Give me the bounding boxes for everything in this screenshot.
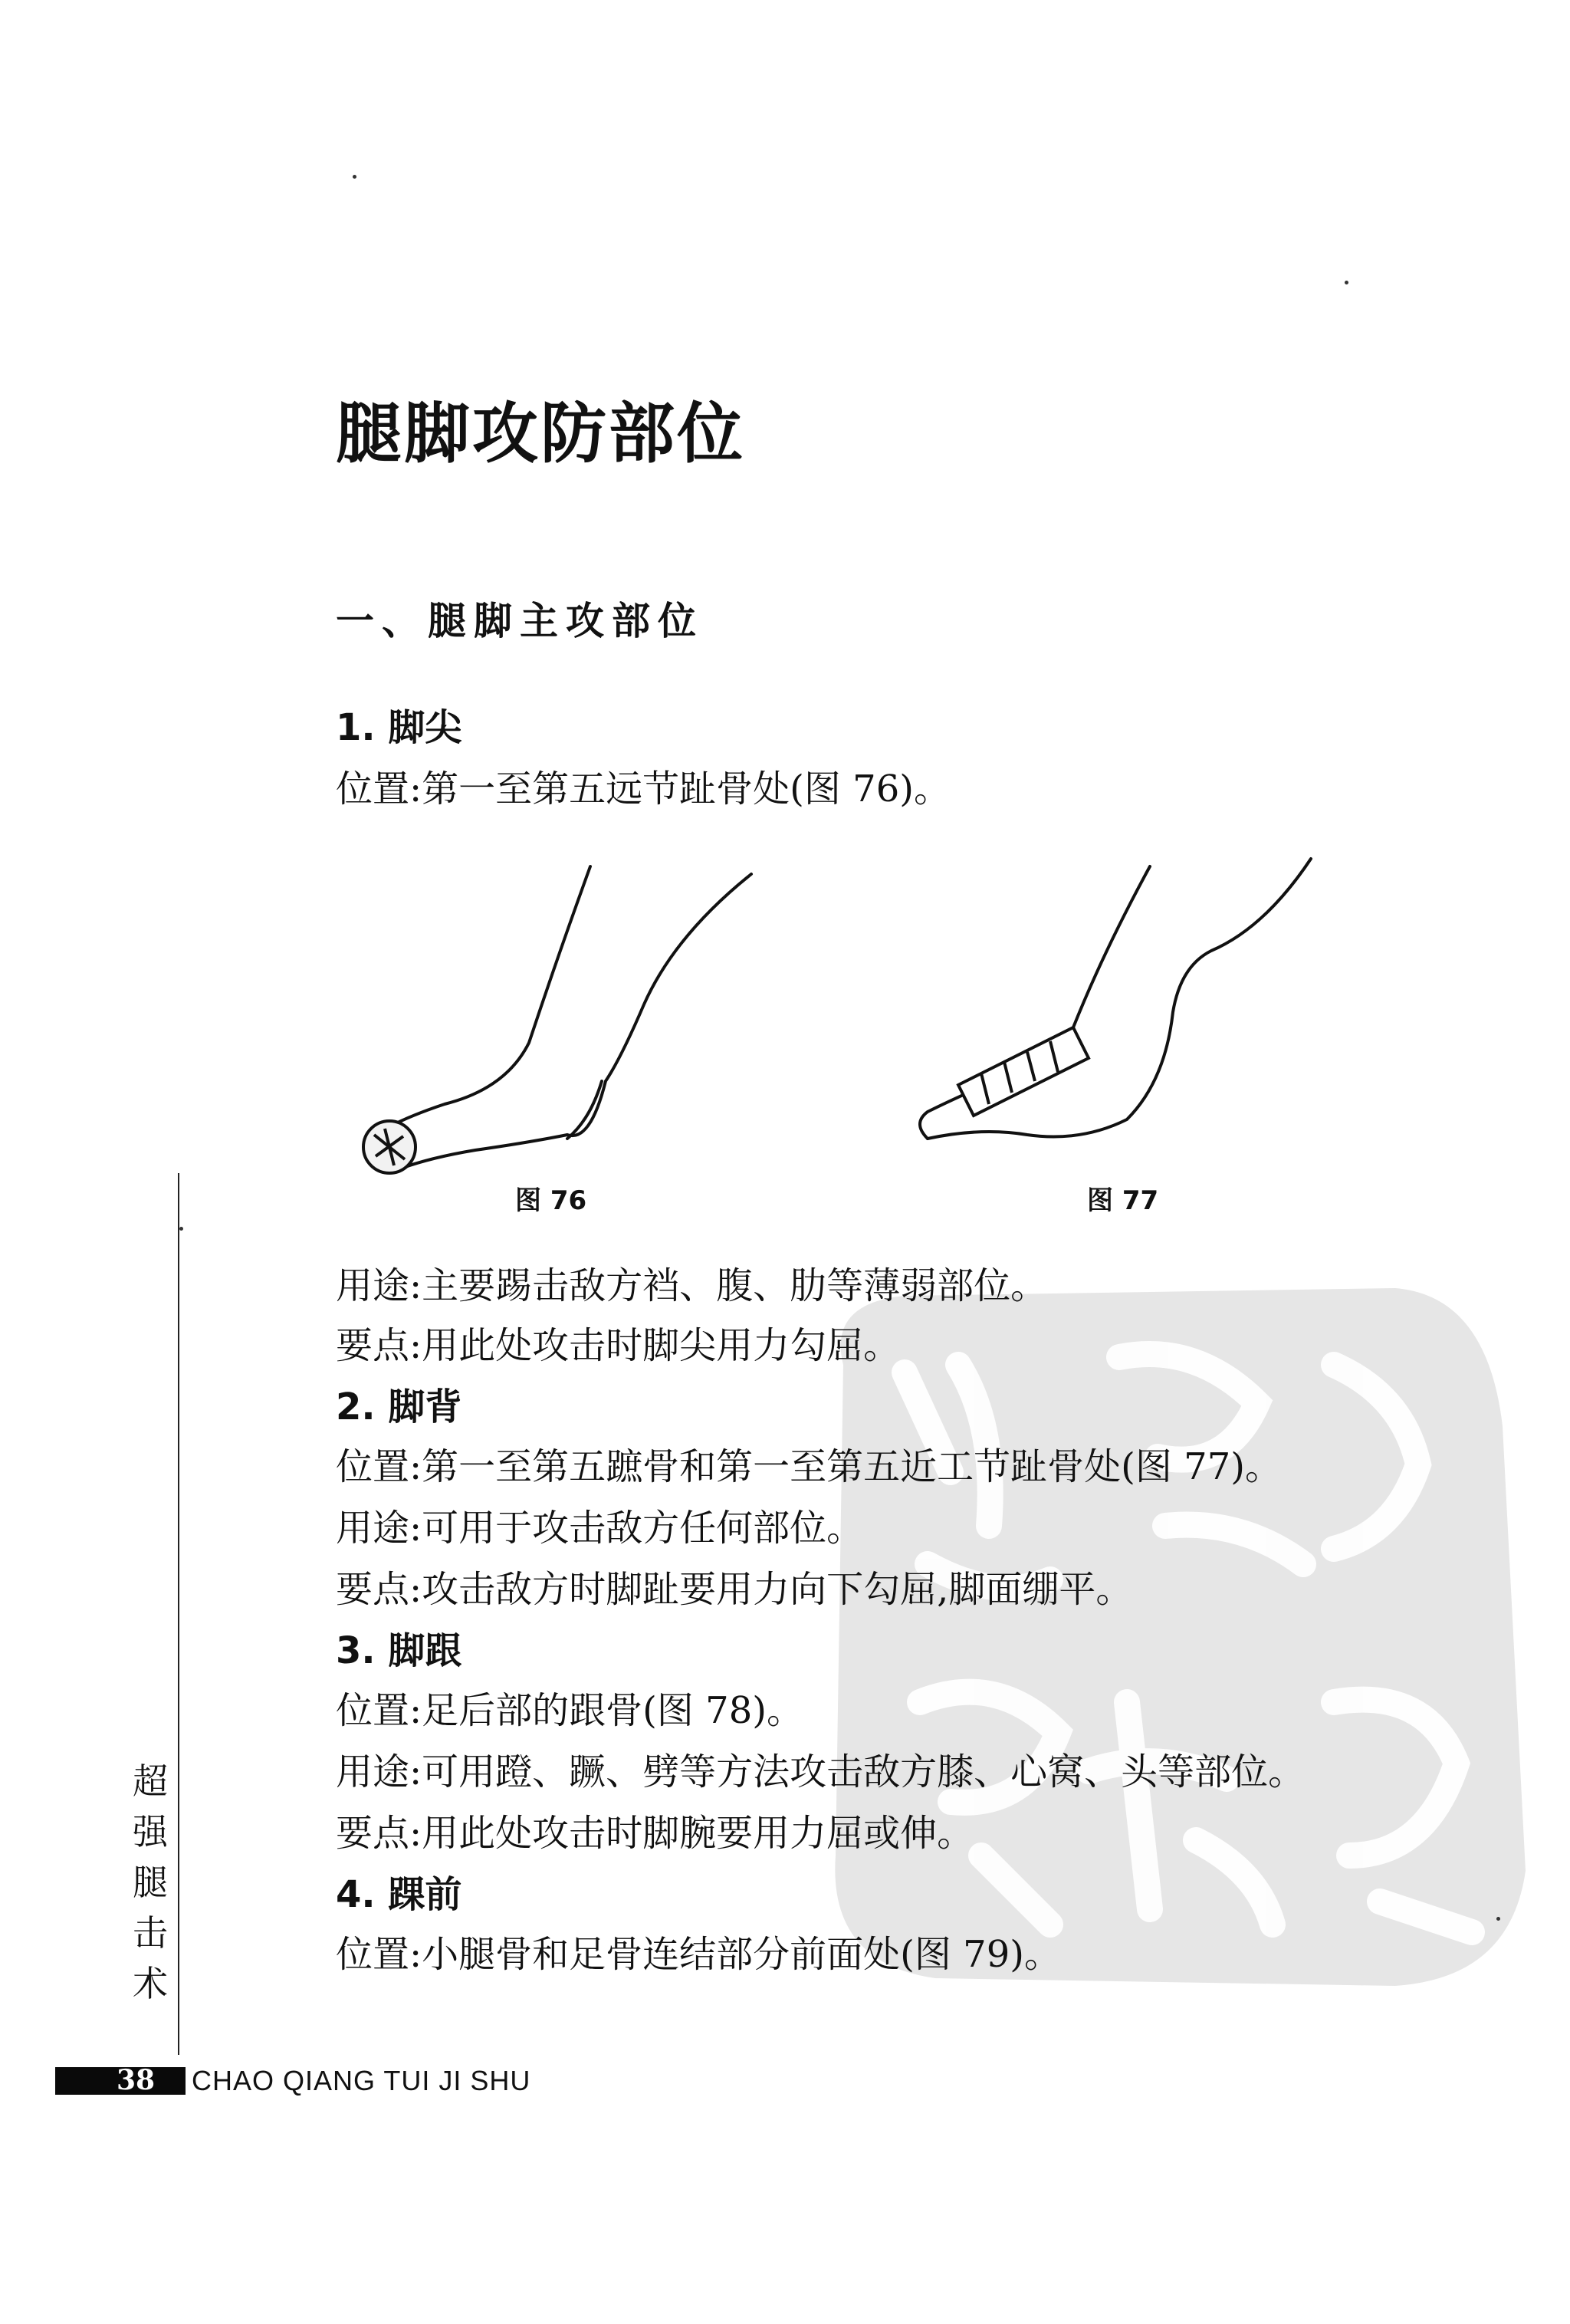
scan-speck [179,1227,183,1231]
scan-speck [353,175,356,179]
text-line: 用途:可用蹬、蹶、劈等方法攻击敌方膝、心窝、头等部位。 [336,1750,1306,1793]
page-title: 腿脚攻防部位 [336,396,745,472]
section-heading: 一、腿脚主攻部位 [336,598,704,643]
text-line: 要点:用此处攻击时脚腕要用力屈或伸。 [336,1812,974,1855]
figure-76-caption: 图 76 [515,1185,587,1216]
text-line: 位置:第一至第五蹠骨和第一至第五近工节趾骨处(图 77)。 [336,1445,1282,1488]
figure-77-caption: 图 77 [1087,1185,1159,1216]
item-heading-heel: 3. 脚跟 [336,1629,462,1672]
scan-speck [1345,281,1348,284]
instep-marker [958,1027,1089,1116]
sidebar-book-title: 超强腿击术 [133,1760,168,2004]
item-heading-toe: 1. 脚尖 [336,706,462,749]
item-heading-instep: 2. 脚背 [336,1386,462,1428]
text-line: 位置:足后部的跟骨(图 78)。 [336,1689,803,1732]
text-line: 用途:可用于攻击敌方任何部位。 [336,1507,864,1550]
footer-book-title: CHAO QIANG TUI JI SHU [192,2065,531,2096]
text-line: 要点:用此处攻击时脚尖用力勾屈。 [336,1324,901,1367]
toe-tip-marker [363,1121,415,1173]
text-line: 位置:小腿骨和足骨连结部分前面处(图 79)。 [336,1933,1061,1976]
seal-watermark [797,1273,1533,1994]
sidebar-rule [178,1173,179,2055]
text-line: 要点:攻击敌方时脚趾要用力向下勾屈,脚面绷平。 [336,1568,1133,1611]
figure-77-foot-illustration [882,828,1570,1211]
item-heading-ankle-front: 4. 踝前 [336,1873,462,1916]
page-number: 38 [117,2064,156,2096]
text-line: 位置:第一至第五远节趾骨处(图 76)。 [336,768,951,810]
text-line: 用途:主要踢击敌方裆、腹、肋等薄弱部位。 [336,1264,1048,1307]
scan-speck [1496,1917,1500,1921]
